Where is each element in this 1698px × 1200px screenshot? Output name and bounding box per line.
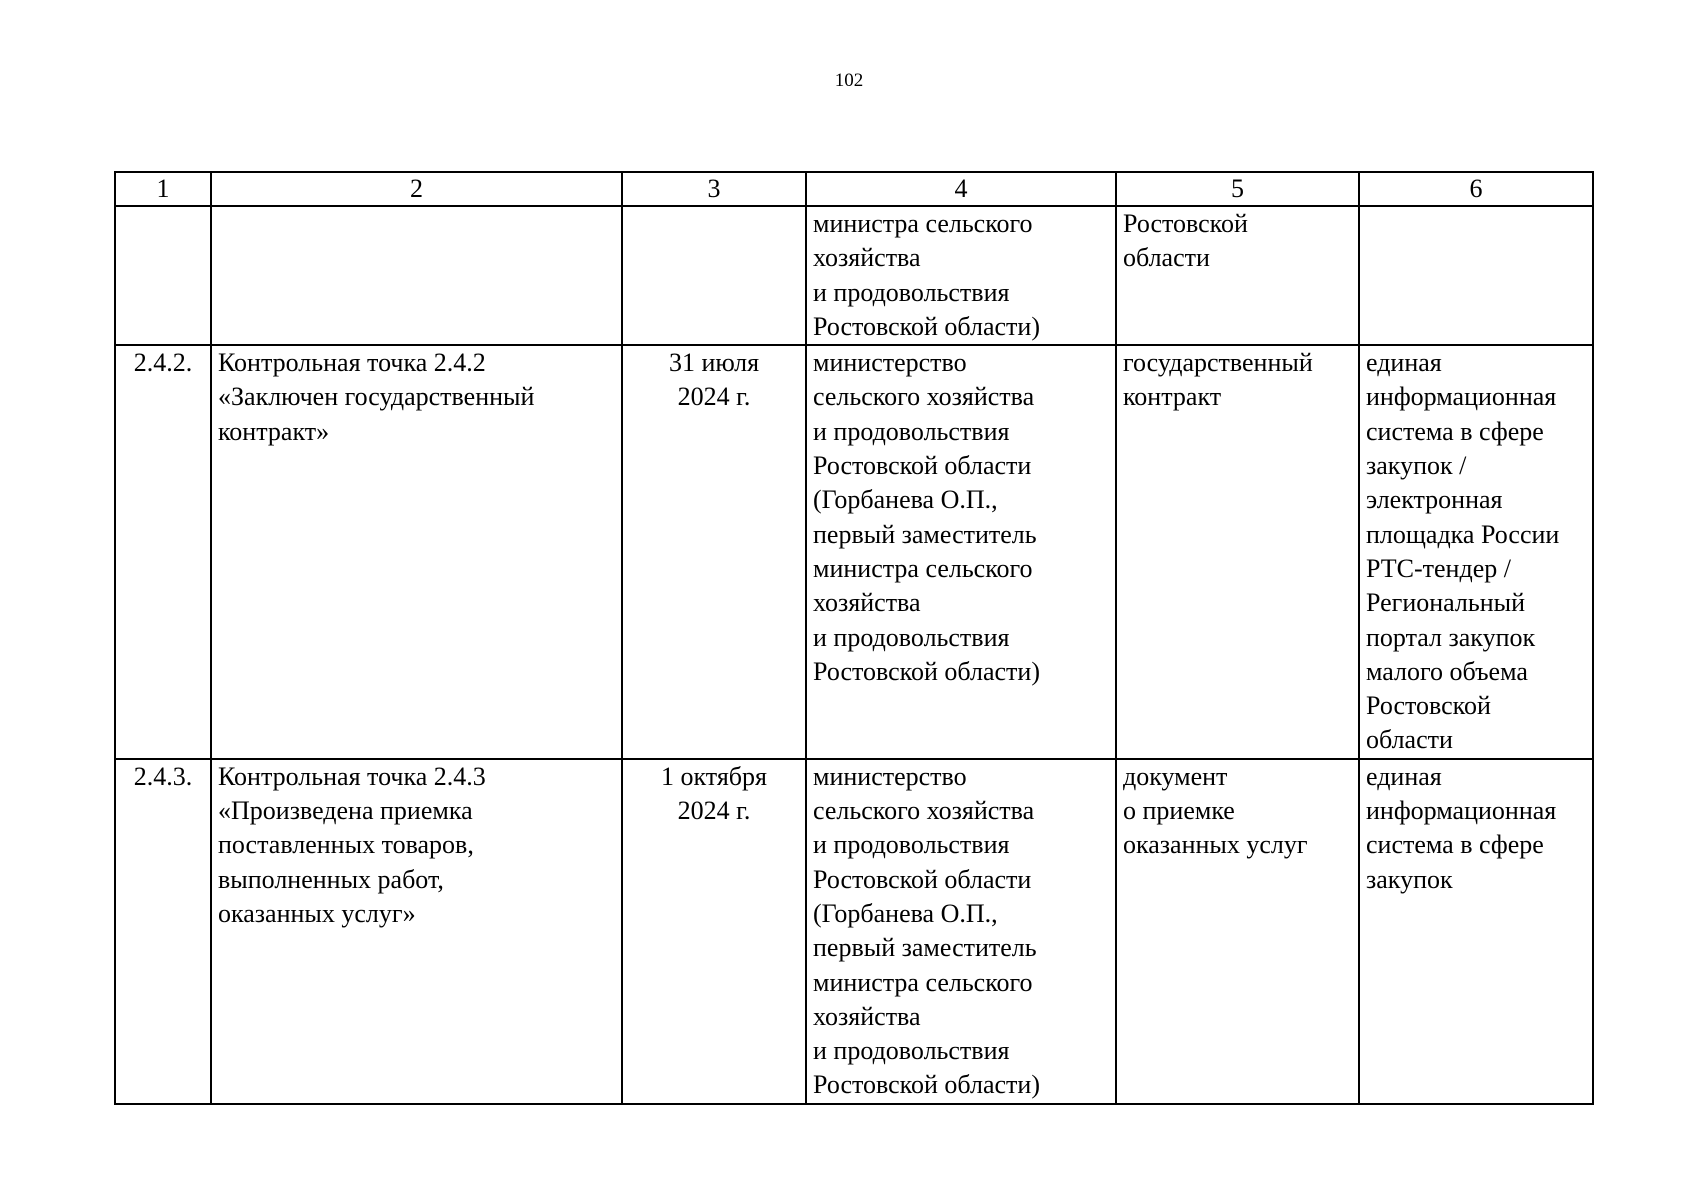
cell-name: Контрольная точка 2.4.2 «Заключен государственный контракт» — [211, 345, 622, 759]
cell-name: Контрольная точка 2.4.3 «Произведена приемка поставленных товаров, выполненных работ, оказанных услуг» — [211, 759, 622, 1104]
cell-system — [1359, 206, 1593, 345]
table-row-2-4-3 — [115, 759, 1593, 1104]
cell-responsible: министра сельского хозяйства и продовольствия Ростовской области) — [806, 206, 1116, 345]
control-points-table — [114, 171, 1594, 1105]
cell-responsible: министерство сельского хозяйства и продовольствия Ростовской области (Горбанева О.П., первый заместитель министра сельского хозяйства и продовольствия Ростовской области) — [806, 345, 1116, 759]
table-row-2-4-2 — [115, 345, 1593, 759]
cell-document: документ о приемке оказанных услуг — [1116, 759, 1359, 1104]
cell-date: 1 октября 2024 г. — [622, 759, 806, 1104]
cell-number: 2.4.2. — [115, 345, 211, 759]
table-row-continuation — [115, 206, 1593, 345]
column-header-2: 2 — [211, 172, 622, 206]
column-header-6: 6 — [1359, 172, 1593, 206]
cell-document: Ростовской области — [1116, 206, 1359, 345]
column-header-3: 3 — [622, 172, 806, 206]
column-header-1: 1 — [115, 172, 211, 206]
cell-responsible: министерство сельского хозяйства и продовольствия Ростовской области (Горбанева О.П., первый заместитель министра сельского хозяйства и продовольствия Ростовской области) — [806, 759, 1116, 1104]
column-header-5: 5 — [1116, 172, 1359, 206]
cell-system: единая информационная система в сфере закупок / электронная площадка России РТС-тендер / Региональный портал закупок малого объема Ростовской области — [1359, 345, 1593, 759]
cell-system: единая информационная система в сфере закупок — [1359, 759, 1593, 1104]
cell-number: 2.4.3. — [115, 759, 211, 1104]
cell-document: государственный контракт — [1116, 345, 1359, 759]
cell-name — [211, 206, 622, 345]
cell-number — [115, 206, 211, 345]
table-header-row — [115, 172, 1593, 206]
page-number: 102 — [834, 70, 864, 91]
cell-date: 31 июля 2024 г. — [622, 345, 806, 759]
cell-date — [622, 206, 806, 345]
column-header-4: 4 — [806, 172, 1116, 206]
